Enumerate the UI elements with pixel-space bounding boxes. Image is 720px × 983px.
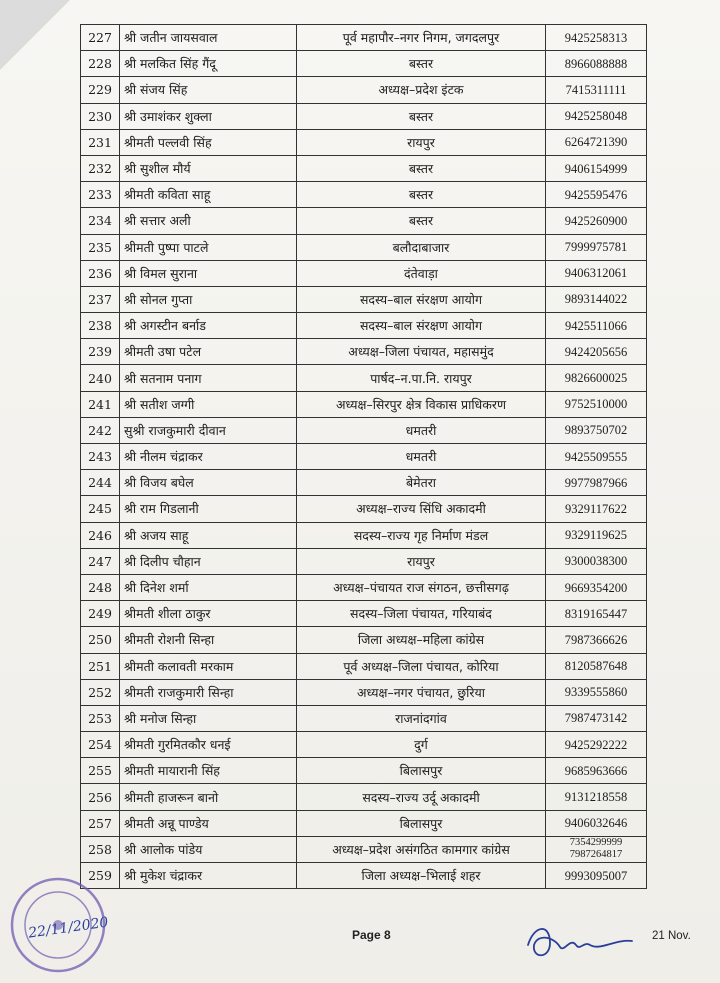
phone-number: 9425595476 xyxy=(564,187,628,202)
table-row xyxy=(81,286,647,312)
phone-number: 9425258048 xyxy=(564,109,628,124)
serial-number-cell: 235 xyxy=(81,234,120,260)
member-name-cell: श्री सोनल गुप्ता xyxy=(120,286,297,312)
phone-number: 9424205656 xyxy=(564,344,628,359)
serial-number-cell: 251 xyxy=(81,653,120,679)
table-row xyxy=(81,548,647,574)
table-row xyxy=(81,653,647,679)
member-name-cell: श्री जतीन जायसवाल xyxy=(120,25,297,51)
member-name-cell: श्रीमती उषा पटेल xyxy=(120,339,297,365)
member-name-cell: श्री अगस्टीन बर्नाड xyxy=(120,313,297,339)
designation-cell: धमतरी xyxy=(297,444,546,470)
serial-number-cell: 249 xyxy=(81,601,120,627)
member-name-cell: श्रीमती कविता साहू xyxy=(120,182,297,208)
phone-cell xyxy=(546,286,647,312)
designation-cell: सदस्य–बाल संरक्षण आयोग xyxy=(297,286,546,312)
serial-number-cell: 253 xyxy=(81,705,120,731)
designation-cell: बलौदाबाजार xyxy=(297,234,546,260)
phone-cell xyxy=(546,129,647,155)
phone-cell xyxy=(546,339,647,365)
table-row xyxy=(81,260,647,286)
designation-cell: अध्यक्ष–राज्य सिंधि अकादमी xyxy=(297,496,546,522)
member-name-cell: श्री मलकित सिंह गैंदू xyxy=(120,51,297,77)
designation-cell: बस्तर xyxy=(297,51,546,77)
table-row xyxy=(81,758,647,784)
serial-number-cell: 245 xyxy=(81,496,120,522)
member-name-cell: श्रीमती अन्नू पाण्डेय xyxy=(120,810,297,836)
handwritten-date: 22/11/2020 xyxy=(27,914,110,942)
phone-number: 9685963666 xyxy=(564,763,628,778)
serial-number-cell: 259 xyxy=(81,863,120,889)
serial-number-cell: 256 xyxy=(81,784,120,810)
serial-number-cell: 233 xyxy=(81,182,120,208)
designation-cell: बेमेतरा xyxy=(297,470,546,496)
phone-number: 7987366626 xyxy=(564,632,628,647)
phone-number: 9669354200 xyxy=(564,580,628,595)
phone-cell xyxy=(546,863,647,889)
serial-number-cell: 236 xyxy=(81,260,120,286)
serial-number-cell: 243 xyxy=(81,444,120,470)
designation-cell: अध्यक्ष–प्रदेश असंगठित कामगार कांग्रेस xyxy=(297,836,546,862)
serial-number-cell: 234 xyxy=(81,208,120,234)
table-row xyxy=(81,182,647,208)
phone-cell xyxy=(546,470,647,496)
phone-cell xyxy=(546,208,647,234)
phone-number: 9406032646 xyxy=(564,816,628,831)
phone-cell xyxy=(546,391,647,417)
table-row xyxy=(81,313,647,339)
member-name-cell: श्री उमाशंकर शुक्ला xyxy=(120,103,297,129)
designation-cell: जिला अध्यक्ष–महिला कांग्रेस xyxy=(297,627,546,653)
table-row xyxy=(81,863,647,889)
member-name-cell: श्रीमती कलावती मरकाम xyxy=(120,653,297,679)
designation-cell: बस्तर xyxy=(297,208,546,234)
phone-cell xyxy=(546,155,647,181)
table-row xyxy=(81,627,647,653)
member-name-cell: सुश्री राजकुमारी दीवान xyxy=(120,417,297,443)
phone-cell xyxy=(546,732,647,758)
phone-number: 8120587648 xyxy=(564,659,628,674)
phone-number: 9425292222 xyxy=(564,737,628,752)
designation-cell: सदस्य–जिला पंचायत, गरियाबंद xyxy=(297,601,546,627)
phone-number: 9425511066 xyxy=(564,318,628,333)
phone-cell xyxy=(546,574,647,600)
phone-cell xyxy=(546,627,647,653)
member-name-cell: श्रीमती हाजरून बानो xyxy=(120,784,297,810)
table-row xyxy=(81,391,647,417)
table-row xyxy=(81,705,647,731)
phone-number: 9826600025 xyxy=(564,371,628,386)
member-name-cell: श्रीमती रोशनी सिन्हा xyxy=(120,627,297,653)
designation-cell: बिलासपुर xyxy=(297,758,546,784)
member-name-cell: श्री सतीश जग्गी xyxy=(120,391,297,417)
phone-number: 7987473142 xyxy=(564,711,628,726)
serial-number-cell: 238 xyxy=(81,313,120,339)
serial-number-cell: 241 xyxy=(81,391,120,417)
phone-number: 6264721390 xyxy=(564,135,628,150)
phone-cell xyxy=(546,103,647,129)
phone-number: 7999975781 xyxy=(564,240,628,255)
member-name-cell: श्री दिलीप चौहान xyxy=(120,548,297,574)
designation-cell: बस्तर xyxy=(297,155,546,181)
member-name-cell: श्रीमती पुष्पा पाटले xyxy=(120,234,297,260)
phone-number: 9425260900 xyxy=(564,213,628,228)
table-row xyxy=(81,496,647,522)
table-row xyxy=(81,417,647,443)
table-row xyxy=(81,732,647,758)
table-row xyxy=(81,679,647,705)
designation-cell: बस्तर xyxy=(297,182,546,208)
table-row xyxy=(81,129,647,155)
phone-number: 9339555860 xyxy=(564,685,628,700)
phone-number: 8319165447 xyxy=(564,606,628,621)
phone-cell xyxy=(546,313,647,339)
phone-cell xyxy=(546,260,647,286)
phone-cell xyxy=(546,365,647,391)
designation-cell: दुर्ग xyxy=(297,732,546,758)
table-row xyxy=(81,810,647,836)
phone-number: 7354299999 xyxy=(569,837,623,849)
phone-number: 9893750702 xyxy=(564,423,628,438)
phone-cell xyxy=(546,836,647,862)
signature-icon xyxy=(520,915,640,965)
serial-number-cell: 255 xyxy=(81,758,120,784)
member-list-table xyxy=(80,24,647,889)
designation-cell: पूर्व अध्यक्ष–जिला पंचायत, कोरिया xyxy=(297,653,546,679)
serial-number-cell: 254 xyxy=(81,732,120,758)
phone-number: 7415311111 xyxy=(565,82,627,97)
designation-cell: अध्यक्ष–पंचायत राज संगठन, छत्तीसगढ़ xyxy=(297,574,546,600)
footer-date: 21 Nov. xyxy=(652,930,691,942)
table-row xyxy=(81,470,647,496)
phone-cell xyxy=(546,182,647,208)
member-name-cell: श्रीमती गुरमितकौर धनई xyxy=(120,732,297,758)
phone-number: 9425509555 xyxy=(564,449,628,464)
table-row xyxy=(81,444,647,470)
phone-number: 9893144022 xyxy=(564,292,628,307)
serial-number-cell: 248 xyxy=(81,574,120,600)
member-name-cell: श्रीमती राजकुमारी सिन्हा xyxy=(120,679,297,705)
table-row xyxy=(81,234,647,260)
member-name-cell: श्री सतनाम पनाग xyxy=(120,365,297,391)
table-row xyxy=(81,51,647,77)
serial-number-cell: 257 xyxy=(81,810,120,836)
phone-cell xyxy=(546,653,647,679)
phone-cell xyxy=(546,601,647,627)
phone-cell xyxy=(546,234,647,260)
member-name-cell: श्री संजय सिंह xyxy=(120,77,297,103)
serial-number-cell: 258 xyxy=(81,836,120,862)
serial-number-cell: 228 xyxy=(81,51,120,77)
serial-number-cell: 230 xyxy=(81,103,120,129)
phone-number: 7987264817 xyxy=(569,849,623,861)
phone-number: 9406312061 xyxy=(564,266,628,281)
phone-cell xyxy=(546,758,647,784)
phone-cell xyxy=(546,25,647,51)
designation-cell: सदस्य–राज्य गृह निर्माण मंडल xyxy=(297,522,546,548)
table-row xyxy=(81,836,647,862)
phone-cell xyxy=(546,522,647,548)
phone-cell xyxy=(546,784,647,810)
member-name-cell: श्री मनोज सिन्हा xyxy=(120,705,297,731)
serial-number-cell: 240 xyxy=(81,365,120,391)
serial-number-cell: 246 xyxy=(81,522,120,548)
designation-cell: जिला अध्यक्ष–भिलाई शहर xyxy=(297,863,546,889)
phone-number: 9977987966 xyxy=(564,475,628,490)
phone-number: 9406154999 xyxy=(564,161,628,176)
designation-cell: रायपुर xyxy=(297,548,546,574)
serial-number-cell: 229 xyxy=(81,77,120,103)
phone-cell xyxy=(546,810,647,836)
table-row xyxy=(81,784,647,810)
phone-cell xyxy=(546,51,647,77)
folded-corner xyxy=(0,0,70,70)
phone-number: 8966088888 xyxy=(564,56,628,71)
designation-cell: पार्षद–न.पा.नि. रायपुर xyxy=(297,365,546,391)
designation-cell: अध्यक्ष–सिरपुर क्षेत्र विकास प्राधिकरण xyxy=(297,391,546,417)
phone-number: 9993095007 xyxy=(564,868,628,883)
designation-cell: रायपुर xyxy=(297,129,546,155)
table-row xyxy=(81,522,647,548)
table-row xyxy=(81,77,647,103)
member-name-cell: श्री विमल सुराना xyxy=(120,260,297,286)
table-row xyxy=(81,601,647,627)
designation-cell: सदस्य–बाल संरक्षण आयोग xyxy=(297,313,546,339)
designation-cell: अध्यक्ष–नगर पंचायत, छुरिया xyxy=(297,679,546,705)
table-row xyxy=(81,365,647,391)
designation-cell: बस्तर xyxy=(297,103,546,129)
member-name-cell: श्री आलोक पांडेय xyxy=(120,836,297,862)
table-row xyxy=(81,103,647,129)
table-row xyxy=(81,25,647,51)
table-row xyxy=(81,155,647,181)
member-name-cell: श्री मुकेश चंद्राकर xyxy=(120,863,297,889)
member-list-body xyxy=(81,25,647,889)
phone-number: 9425258313 xyxy=(564,30,628,45)
phone-cell xyxy=(546,548,647,574)
phone-cell xyxy=(546,77,647,103)
member-name-cell: श्री सुशील मौर्य xyxy=(120,155,297,181)
serial-number-cell: 244 xyxy=(81,470,120,496)
designation-cell: पूर्व महापौर–नगर निगम, जगदलपुर xyxy=(297,25,546,51)
member-name-cell: श्री अजय साहू xyxy=(120,522,297,548)
designation-cell: सदस्य–राज्य उर्दू अकादमी xyxy=(297,784,546,810)
designation-cell: अध्यक्ष–प्रदेश इंटक xyxy=(297,77,546,103)
phone-number: 9131218558 xyxy=(564,790,628,805)
table-row xyxy=(81,208,647,234)
table-row xyxy=(81,339,647,365)
serial-number-cell: 227 xyxy=(81,25,120,51)
phone-cell xyxy=(546,417,647,443)
phone-number: 9300038300 xyxy=(564,554,628,569)
designation-cell: राजनांदगांव xyxy=(297,705,546,731)
member-name-cell: श्री सत्तार अली xyxy=(120,208,297,234)
member-name-cell: श्री विजय बघेल xyxy=(120,470,297,496)
member-name-cell: श्री दिनेश शर्मा xyxy=(120,574,297,600)
phone-cell xyxy=(546,679,647,705)
page-number: Page 8 xyxy=(352,928,391,942)
designation-cell: बिलासपुर xyxy=(297,810,546,836)
serial-number-cell: 231 xyxy=(81,129,120,155)
member-name-cell: श्रीमती पल्लवी सिंह xyxy=(120,129,297,155)
phone-cell xyxy=(546,705,647,731)
table-row xyxy=(81,574,647,600)
phone-cell xyxy=(546,496,647,522)
designation-cell: धमतरी xyxy=(297,417,546,443)
member-name-cell: श्रीमती शीला ठाकुर xyxy=(120,601,297,627)
serial-number-cell: 252 xyxy=(81,679,120,705)
phone-cell xyxy=(546,444,647,470)
phone-number: 9329117622 xyxy=(564,501,628,516)
member-name-cell: श्री राम गिडलानी xyxy=(120,496,297,522)
designation-cell: दंतेवाड़ा xyxy=(297,260,546,286)
member-name-cell: श्रीमती मायारानी सिंह xyxy=(120,758,297,784)
member-name-cell: श्री नीलम चंद्राकर xyxy=(120,444,297,470)
serial-number-cell: 250 xyxy=(81,627,120,653)
designation-cell: अध्यक्ष–जिला पंचायत, महासमुंद xyxy=(297,339,546,365)
serial-number-cell: 247 xyxy=(81,548,120,574)
phone-number: 9752510000 xyxy=(564,397,628,412)
serial-number-cell: 242 xyxy=(81,417,120,443)
phone-number: 9329119625 xyxy=(564,528,628,543)
serial-number-cell: 237 xyxy=(81,286,120,312)
serial-number-cell: 232 xyxy=(81,155,120,181)
serial-number-cell: 239 xyxy=(81,339,120,365)
